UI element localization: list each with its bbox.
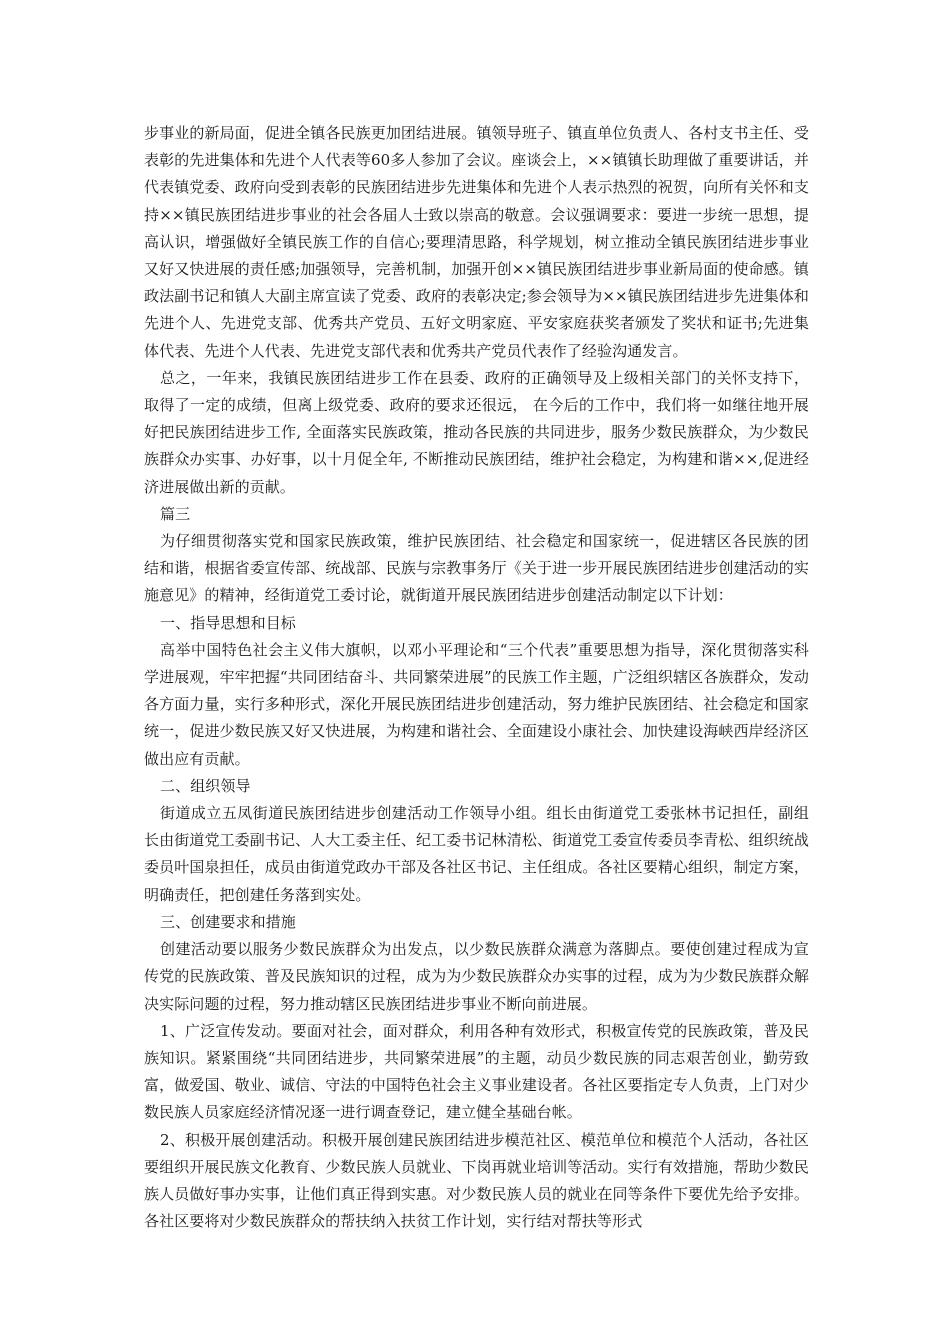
document-page [144,120,809,1235]
body-paragraph: 高举中国特色社会主义伟大旗帜，以邓小平理论和“三个代表”重要思想为指导，深化贯彻落实科学进展观，牢牢把握“共同团结奋斗、共同繁荣进展”的民族工作主题，广泛组织辖区各族群众，发动各方面力量，实行多种形式，深化开展民族团结进步创建活动，努力维护民族团结、社会稳定和国家统一，促进少数民族又好又快进展，为构建和谐社会、全面建设小康社会、加快建设海峡西岸经济区做出应有贡献。 [144,640,809,768]
section-heading: 三、创建要求和措施 [160,912,296,931]
body-paragraph: 2、积极开展创建活动。积极开展创建民族团结进步模范社区、模范单位和模范个人活动，各社区要组织开展民族文化教育、少数民族人员就业、下岗再就业培训等活动。实行有效措施，帮助少数民族人员做好事办实事，让他们真正得到实惠。对少数民族人员的就业在同等条件下要优先给予安排。各社区要将对少数民族群众的帮扶纳入扶贫工作计划，实行结对帮扶等形式 [144,1130,809,1231]
section-heading: 篇三 [160,504,191,523]
body-paragraph: 1、广泛宣传发动。要面对社会，面对群众，利用各种有效形式，积极宣传党的民族政策，普及民族知识。紧紧围绕“共同团结进步，共同繁荣进展”的主题，动员少数民族的同志艰苦创业，勤劳致富，做爱国、敬业、诚信、守法的中国特色社会主义事业建设者。各社区要指定专人负责，上门对少数民族人员家庭经济情况逐一进行调查登记，建立健全基础台帐。 [144,1021,809,1122]
section-heading: 一、指导思想和目标 [160,613,296,632]
body-paragraph: 创建活动要以服务少数民族群众为出发点，以少数民族群众满意为落脚点。要使创建过程成为宣传党的民族政策、普及民族知识的过程，成为为少数民族群众办实事的过程，成为为少数民族群众解决实际问题的过程，努力推动辖区民族团结进步事业不断向前进展。 [144,940,809,1013]
body-paragraph: 总之，一年来，我镇民族团结进步工作在县委、政府的正确领导及上级相关部门的关怀支持下，取得了一定的成绩，但离上级党委、政府的要求还很远， 在今后的工作中，我们将一如继往地开展好把民族团结进步工作, 全面落实民族政策，推动各民族的共同进步，服务少数民族群众，为少数民族群众办实事、办好事，以十月促全年, 不断推动民族团结，维护社会稳定，为构建和谐××,促进经济进展做出新的贡献。 [144,368,809,496]
section-heading: 二、组织领导 [160,776,251,795]
body-paragraph: 为仔细贯彻落实党和国家民族政策，维护民族团结、社会稳定和国家统一，促进辖区各民族的团结和谐，根据省委宣传部、统战部、民族与宗教事务厅《关于进一步开展民族团结进步创建活动的实施意见》的精神，经街道党工委讨论，就街道开展民族团结进步创建活动制定以下计划： [144,532,809,605]
body-paragraph: 步事业的新局面，促进全镇各民族更加团结进展。镇领导班子、镇直单位负责人、各村支书主任、受表彰的先进集体和先进个人代表等60多人参加了会议。座谈会上，××镇镇长助理做了重要讲话，并代表镇党委、政府向受到表彰的民族团结进步先进集体和先进个人表示热烈的祝贺，向所有关怀和支持××镇民族团结进步事业的社会各届人士致以崇高的敬意。会议强调要求：要进一步统一思想，提高认识，增强做好全镇民族工作的自信心;要理清思路，科学规划，树立推动全镇民族团结进步事业又好又快进展的责任感;加强领导，完善机制，加强开创××镇民族团结进步事业新局面的使命感。镇政法副书记和镇人大副主席宣读了党委、政府的表彰决定;参会领导为××镇民族团结进步先进集体和先进个人、先进党支部、优秀共产党员、五好文明家庭、平安家庭获奖者颁发了奖状和证书;先进集体代表、先进个人代表、先进党支部代表和优秀共产党员代表作了经验沟通发言。 [144,124,809,360]
body-paragraph: 街道成立五凤街道民族团结进步创建活动工作领导小组。组长由街道党工委张林书记担任，副组长由街道党工委副书记、人大工委主任、纪工委书记林清松、街道党工委宣传委员李青松、组织统战委员叶国泉担任，成员由街道党政办干部及各社区书记、主任组成。各社区要精心组织，制定方案，明确责任，把创建任务落到实处。 [144,804,809,904]
